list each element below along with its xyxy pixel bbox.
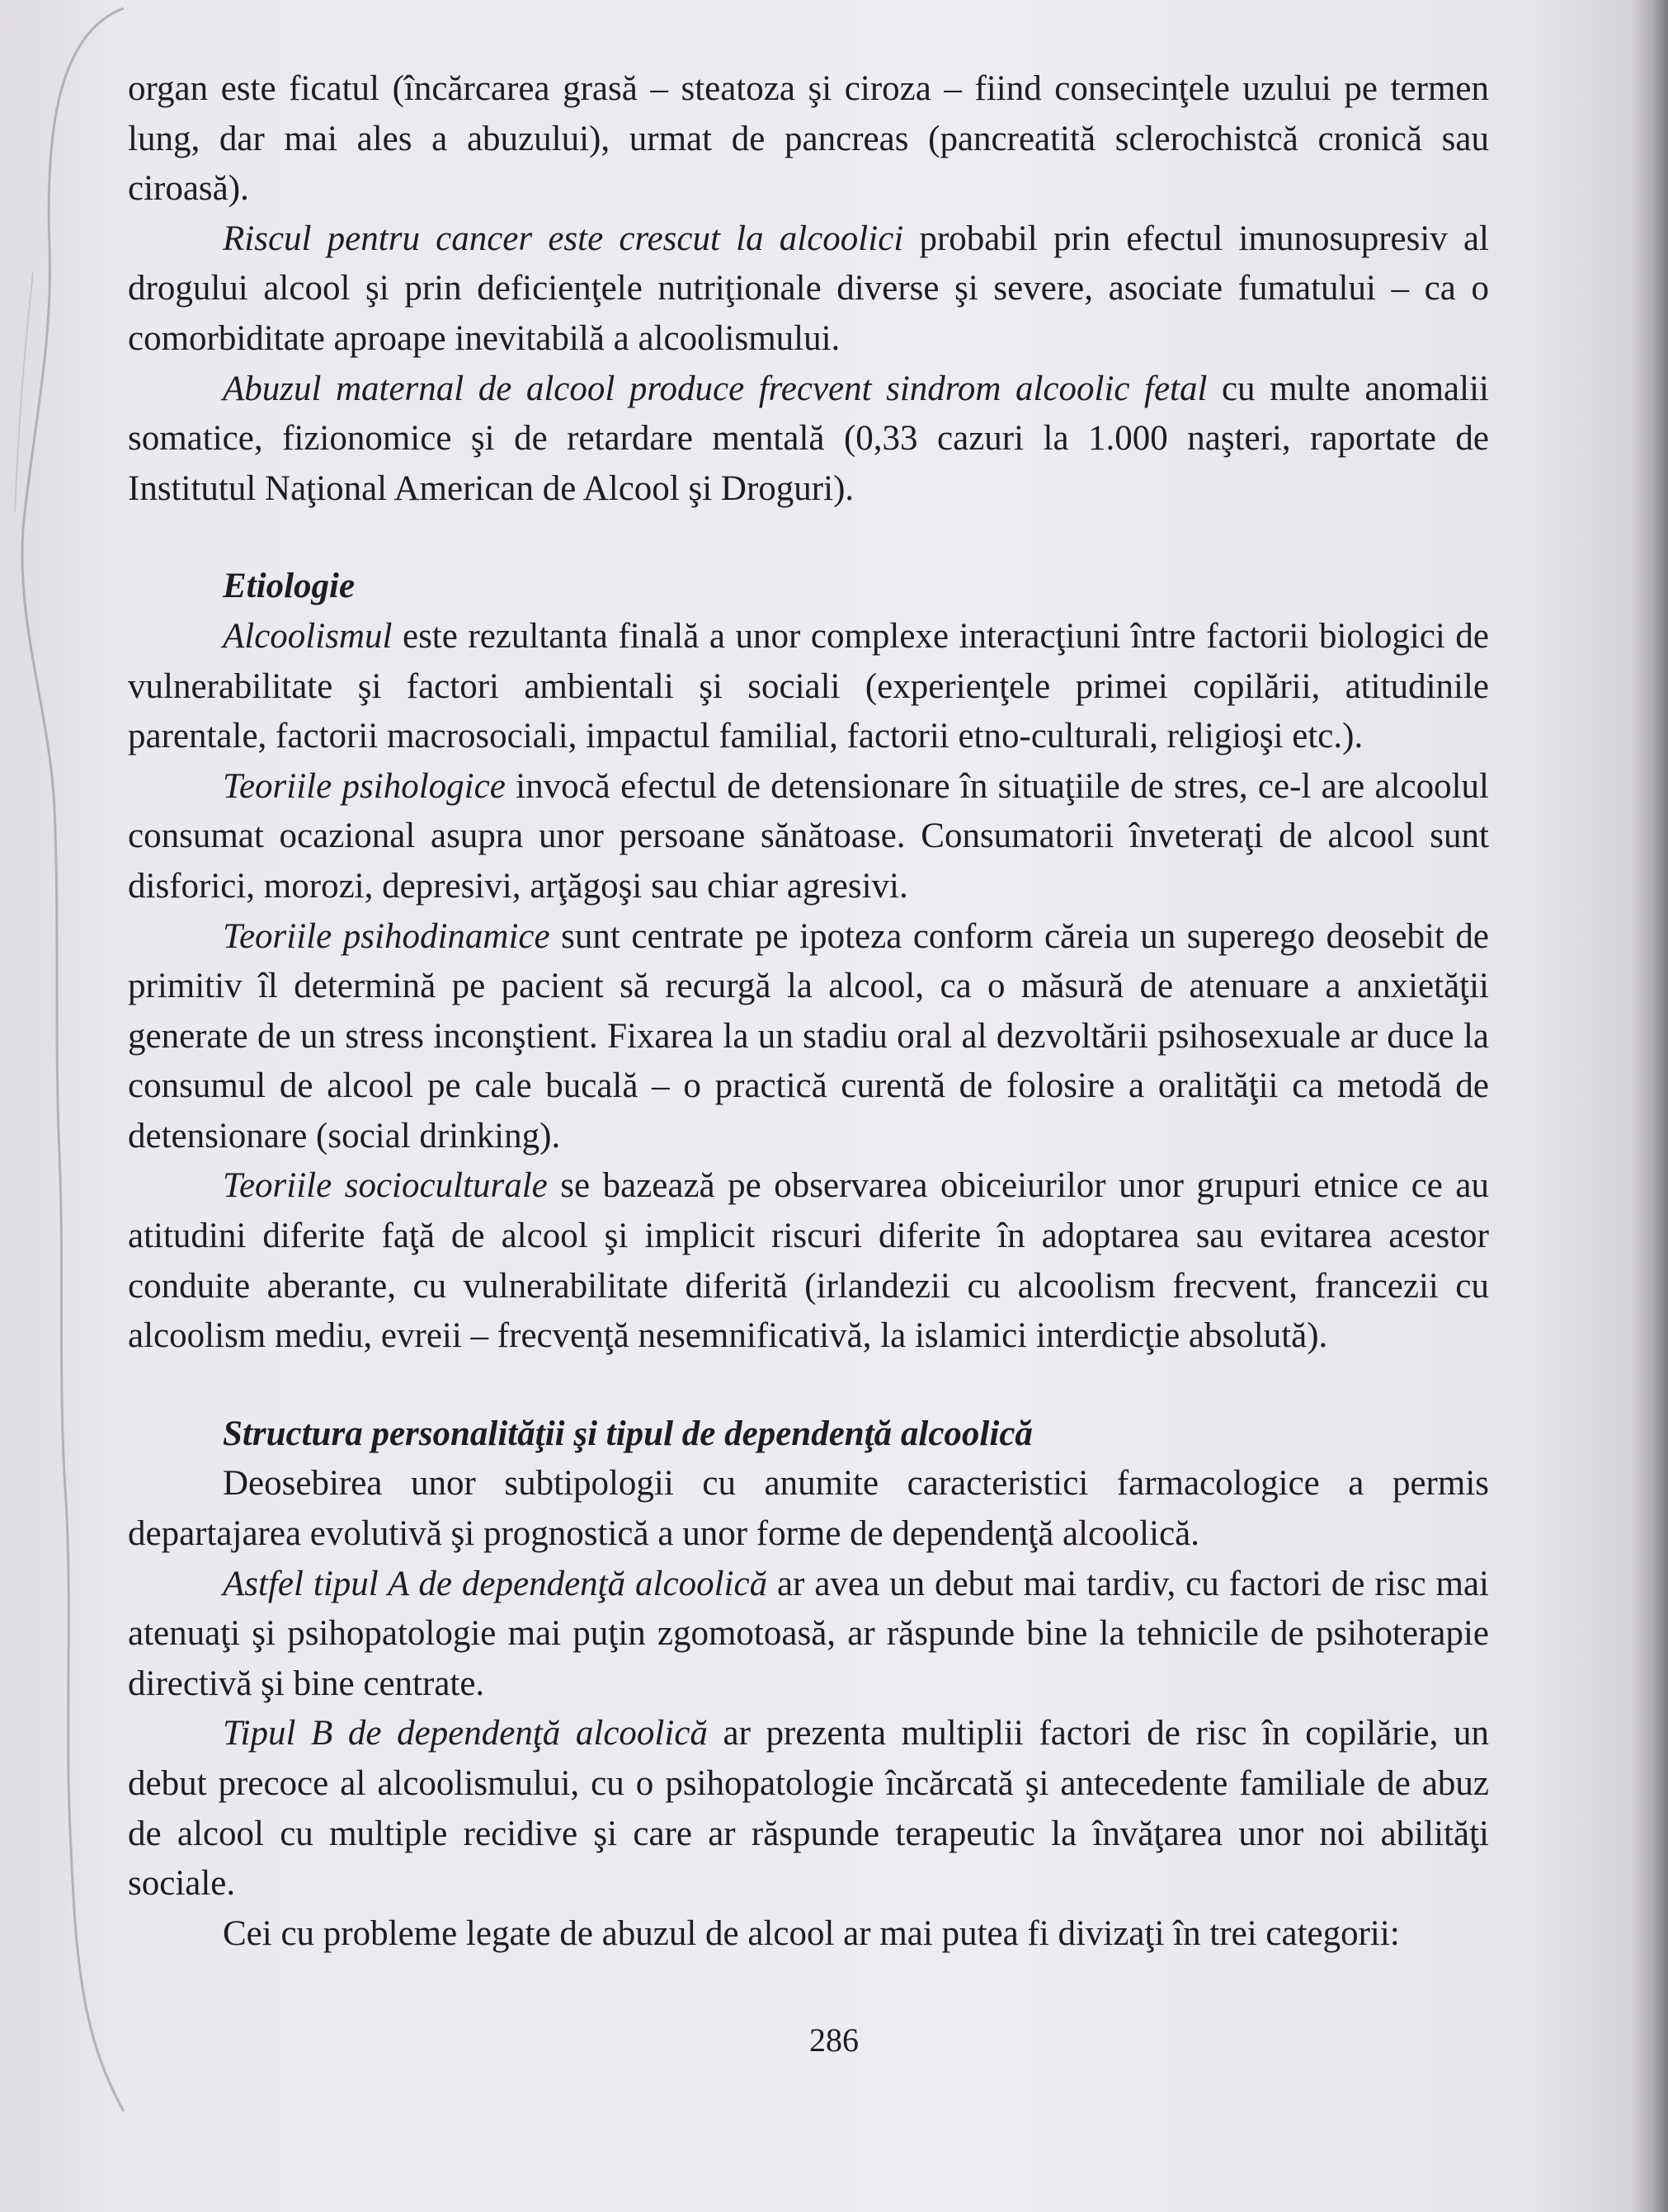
paragraph-lead: Riscul pentru cancer este crescut la alcoolici: [223, 219, 904, 258]
paragraph-text: invocă efectul de detensionare în situaţiile de stres, ce-l are alcoolul consumat ocazional asupra unor persoane sănătoase. Consumatorii înveteraţi de alcool sunt disforici, morozi, depresivi, arţăgoşi sau chiar agresivi.: [128, 766, 1489, 906]
paragraph-text: Cei cu probleme legate de abuzul de alcool ar mai putea fi divizaţi în trei categorii:: [223, 1913, 1400, 1953]
paragraph: [128, 1560, 1489, 1710]
paragraph-text: cu multe anomalii somatice, fizionomice şi de retardare mentală (0,33 cazuri la 1.000 naşteri, raportate de Institutul Naţional American de Alcool şi Droguri).: [128, 369, 1489, 508]
paragraph-lead: Teoriile socioculturale: [223, 1166, 548, 1206]
paragraph: [128, 64, 1489, 214]
paragraph-text: este rezultanta finală a unor complexe interacţiuni între factorii biologici de vulnerabilitate şi factori ambientali şi sociali (experienţele primei copilării, atitudinile parentale, factorii macrosociali, impactul familial, factorii etno-culturali, religioşi etc.).: [128, 616, 1489, 756]
paragraph-text: organ este ficatul (încărcarea grasă – steatoza şi ciroza – fiind consecinţele uzului pe termen lung, dar mai ales a abuzului), urmat de pancreas (pancreatită sclerochistcă cronică sau ciroasă).: [128, 69, 1489, 209]
body-text: [128, 64, 1489, 1959]
paragraph-lead: Abuzul maternal de alcool produce frecvent sindrom alcoolic fetal: [223, 369, 1208, 408]
paragraph-text: Deosebirea unor subtipologii cu anumite caracteristici farmacologice a permis departajarea evolutivă şi prognostică a unor forme de dependenţă alcoolică.: [128, 1464, 1489, 1554]
paragraph: [128, 214, 1489, 365]
page-number: 286: [809, 2021, 859, 2059]
paragraph-lead: Teoriile psihodinamice: [223, 916, 550, 956]
paragraph: [128, 1459, 1489, 1559]
paragraph-lead: Tipul B de dependenţă alcoolică: [223, 1714, 708, 1753]
paragraph-text: ar prezenta multiplii factori de risc în copilărie, un debut precoce al alcoolismului, cu o psihopatologie încărcată şi antecedente familiale de abuz de alcool cu multiple recidive şi care ar răspunde terapeutic la învăţarea unor noi abilităţi sociale.: [128, 1714, 1489, 1904]
section-heading: [128, 1410, 1489, 1460]
paragraph-text: probabil prin efectul imunosupresiv al drogului alcool şi prin deficienţele nutriţionale diverse şi severe, asociate fumatului – ca o comorbiditate aproape inevitabilă a alcoolismului.: [128, 219, 1490, 358]
section-heading-text: Structura personalităţii şi tipul de dependenţă alcoolică: [223, 1414, 1033, 1453]
paragraph: [128, 762, 1489, 912]
paragraph: [128, 912, 1489, 1162]
paragraph: [128, 1909, 1489, 1960]
paragraph-lead: Astfel tipul A de dependenţă alcoolică: [223, 1564, 768, 1603]
section-heading-text: Etiologie: [223, 567, 356, 606]
paragraph-lead: Alcoolismul: [223, 616, 393, 656]
paragraph: [128, 1161, 1489, 1361]
paragraph-text: se bazează pe observarea obiceiurilor unor grupuri etnice ce au atitudini diferite faţă de alcool şi implicit riscuri diferite în adoptarea sau evitarea acestor conduite aberante, cu vulnerabilitate diferită (irlandezii cu alcoolism frecvent, francezii cu alcoolism mediu, evreii – frecvenţă nesemnificativă, la islamici interdicţie absolută).: [128, 1166, 1489, 1356]
binding-shadow: [1632, 0, 1668, 2212]
paragraph-text: sunt centrate pe ipoteza conform căreia un superego deosebit de primitiv îl determină pe pacient să recurgă la alcool, ca o măsură de atenuare a anxietăţii generate de un stress inconştient. Fixarea la un stadiu oral al dezvoltării psihosexuale ar duce la consumul de alcool pe cale bucală – o practică curentă de folosire a oralităţii ca metodă de detensionare (social drinking).: [128, 916, 1490, 1155]
paragraph-lead: Teoriile psihologice: [223, 766, 506, 806]
paragraph: [128, 612, 1489, 762]
section-heading: [128, 562, 1489, 612]
paragraph: [128, 365, 1489, 515]
paragraph: [128, 1709, 1489, 1908]
paragraph-text: ar avea un debut mai tardiv, cu factori de risc mai atenuaţi şi psihopatologie mai puţin zgomotoasă, ar răspunde bine la tehnicile de psihoterapie directivă şi bine centrate.: [128, 1564, 1489, 1703]
